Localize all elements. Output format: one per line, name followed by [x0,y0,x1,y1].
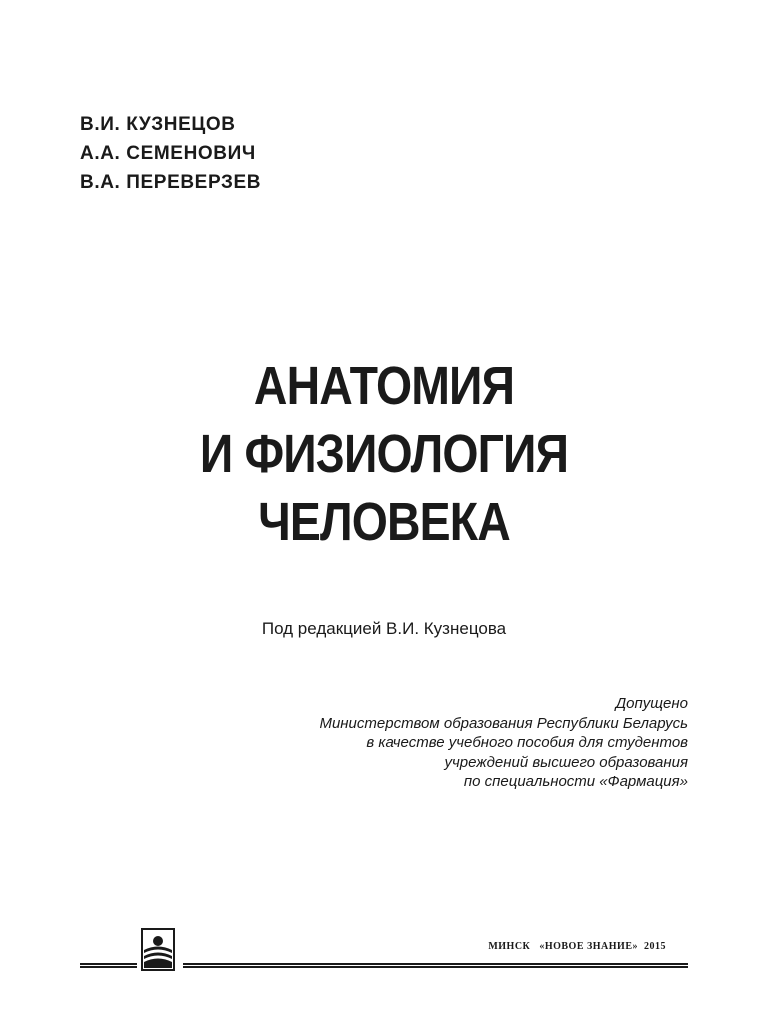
book-title [54,352,714,556]
publisher-logo-icon [141,928,175,971]
book-title-line: ЧЕЛОВЕКА [258,492,510,552]
author-name: А.А. СЕМЕНОВИЧ [80,143,256,164]
imprint [488,941,666,952]
imprint-city: МИНСК [488,941,531,952]
editor-note: Под редакцией В.И. Кузнецова [261,619,507,638]
imprint-year: 2015 [644,941,666,952]
footer-rule-right [183,963,688,968]
author-name: В.И. КУЗНЕЦОВ [80,114,236,135]
author-list [80,110,261,197]
approval-line: по специальности «Фармация» [463,773,688,790]
author-name: В.А. ПЕРЕВЕРЗЕВ [80,172,262,193]
ministry-approval [319,694,688,792]
imprint-publisher: «НОВОЕ ЗНАНИЕ» [539,941,638,952]
approval-line: в качестве учебного пособия для студентов [366,734,688,751]
book-title-line: АНАТОМИЯ [253,356,515,416]
footer-rule-left [80,963,137,968]
approval-line: Допущено [615,695,688,712]
approval-line: учреждений высшего образования [444,753,688,771]
approval-line: Министерством образования Республики Беларусь [319,714,688,732]
book-title-line: И ФИЗИОЛОГИЯ [199,424,569,484]
